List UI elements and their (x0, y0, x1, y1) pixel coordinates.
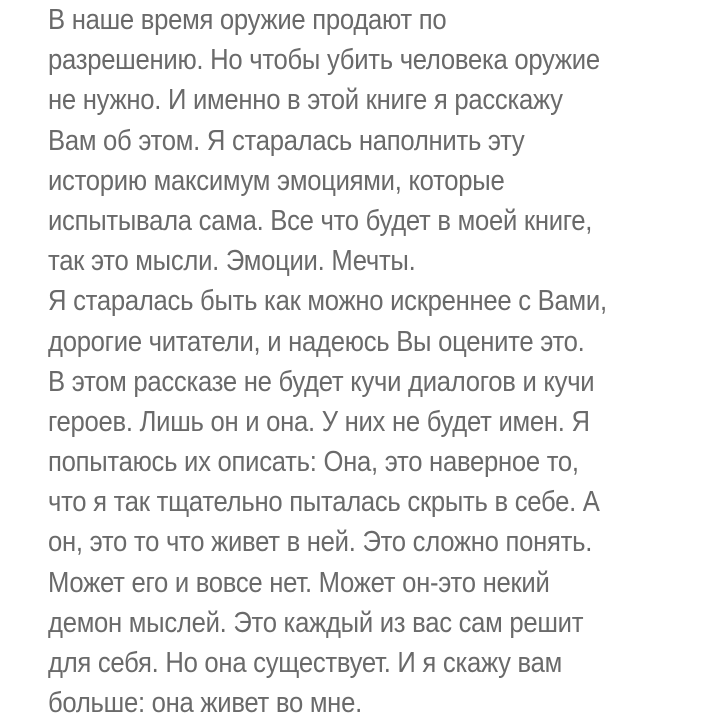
text-line: Может его и вовсе нет. Может он-это некий (48, 566, 550, 599)
text-line: так это мысли. Эмоции. Мечты. (48, 245, 416, 278)
text-line: героев. Лишь он и она. У них не будет имен. Я (48, 405, 590, 438)
text-line: попытаюсь их описать: Она, это наверное то, (48, 446, 579, 479)
text-line: больше: она живет во мне. (48, 687, 362, 720)
text-line: не нужно. И именно в этой книге я расскажу (48, 84, 563, 117)
body-text (48, 0, 720, 723)
text-line: что я так тщательно пыталась скрыть в себе. А (48, 486, 600, 519)
text-line: историю максимум эмоциями, которые (48, 164, 505, 197)
text-line: он, это то что живет в ней. Это сложно понять. (48, 526, 593, 559)
text-line: разрешению. Но чтобы убить человека оружие (48, 44, 600, 77)
text-line: В наше время оружие продают по (48, 4, 447, 36)
text-line: для себя. Но она существует. И я скажу вам (48, 647, 562, 679)
text-line: испытывала сама. Все что будет в моей книге, (48, 204, 593, 237)
text-line: В этом рассказе не будет кучи диалогов и кучи (48, 365, 595, 398)
text-line: Вам об этом. Я старалась наполнить эту (48, 124, 525, 157)
text-line: демон мыслей. Это каждый из вас сам решит (48, 606, 584, 639)
text-line: дорогие читатели, и надеюсь Вы оцените это. (48, 325, 585, 358)
text-line: Я старалась быть как можно искреннее с Вами, (48, 285, 607, 318)
